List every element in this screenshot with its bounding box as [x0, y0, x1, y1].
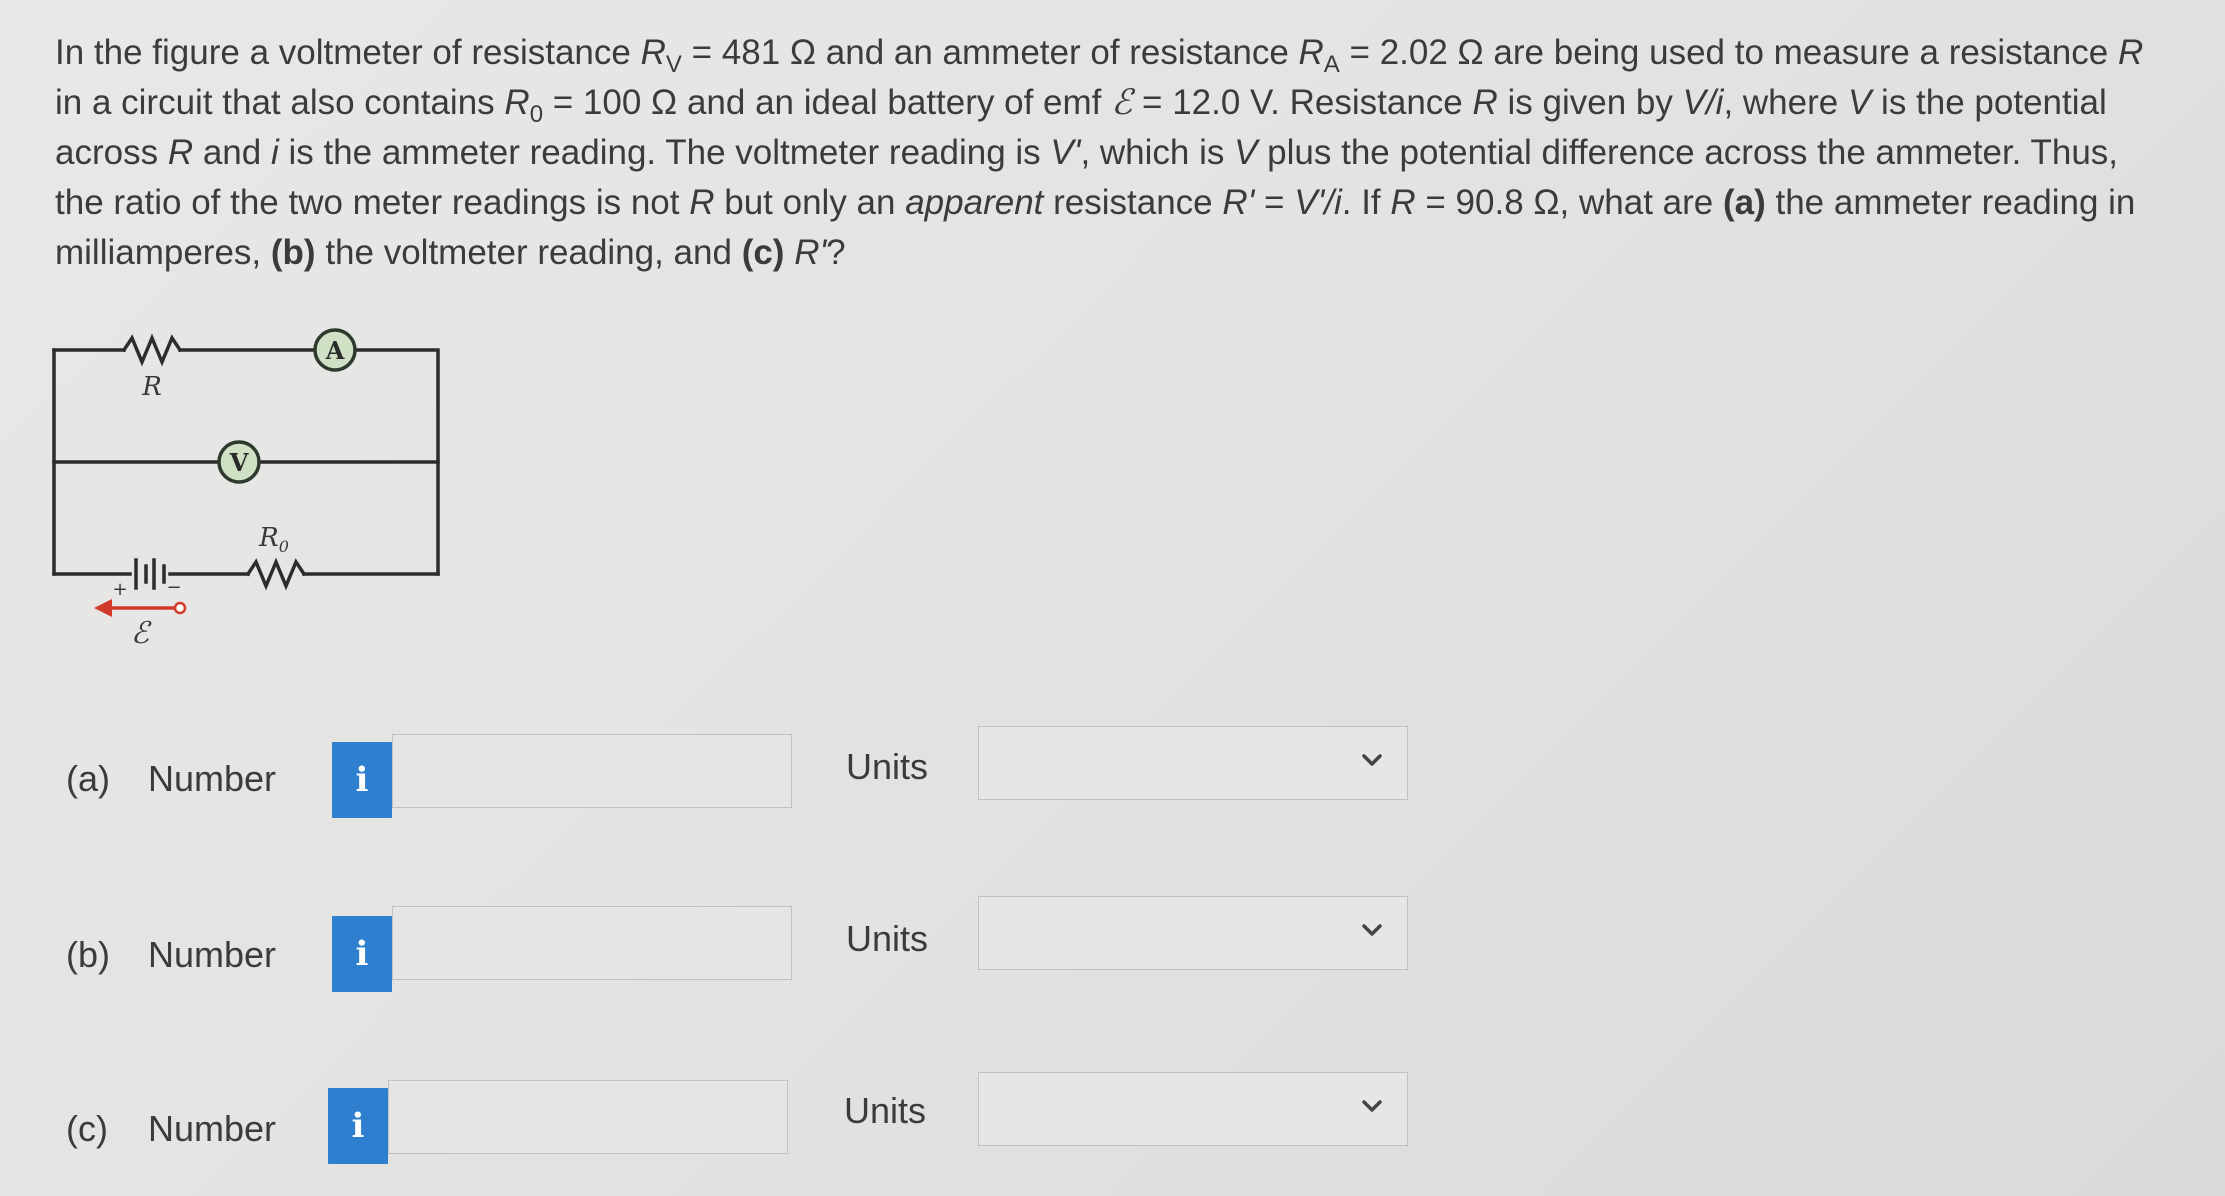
- chevron-down-icon: [1355, 1089, 1389, 1123]
- ammeter-label: A: [325, 336, 345, 365]
- resistor-r0-icon: [248, 562, 304, 586]
- battery-minus-label: −: [166, 577, 182, 598]
- battery-icon: [136, 560, 164, 588]
- units-label: Units: [846, 746, 929, 787]
- chevron-down-icon: [1355, 913, 1389, 947]
- number-input[interactable]: [392, 734, 792, 808]
- units-dropdown[interactable]: [978, 896, 1408, 970]
- chevron-down-icon: [1355, 743, 1389, 777]
- number-input[interactable]: [392, 906, 792, 980]
- info-icon[interactable]: i: [332, 742, 392, 818]
- part-label: (c): [66, 1108, 108, 1149]
- number-input[interactable]: [388, 1080, 788, 1154]
- resistor-r-label: R: [142, 372, 162, 402]
- emf-arrow-icon: [94, 599, 185, 617]
- part-label: (a): [66, 758, 110, 799]
- info-icon[interactable]: i: [332, 916, 392, 992]
- answer-row-a: [0, 730, 1500, 820]
- units-label: Units: [846, 918, 929, 959]
- answer-row-b: [0, 902, 1500, 992]
- circuit-diagram: [40, 310, 460, 660]
- units-label: Units: [844, 1090, 927, 1131]
- number-label: Number: [148, 1108, 277, 1149]
- part-label: (b): [66, 934, 110, 975]
- resistor-r0-label: $R_0$: [259, 523, 289, 556]
- resistor-r-icon: [124, 338, 180, 362]
- emf-label: ℰ: [130, 616, 150, 651]
- voltmeter-label: V: [229, 448, 249, 477]
- answer-row-c: [0, 1076, 1500, 1166]
- number-label: Number: [148, 758, 277, 799]
- battery-plus-label: +: [112, 579, 128, 600]
- info-icon[interactable]: i: [328, 1088, 388, 1164]
- units-dropdown[interactable]: [978, 726, 1408, 800]
- units-dropdown[interactable]: [978, 1072, 1408, 1146]
- number-label: Number: [148, 934, 277, 975]
- problem-statement: In the figure a voltmeter of resistance $R_V = 481$ Ω and an ammeter of resistance $R_A = 2.02$ Ω are being used to measure a resistance R in a circuit that also contains $R_0 = 100$ Ω and an ideal battery of emf ℰ = 12.0 V. Resistance R is given by V/i, where V is the potential across R and i is the ammeter reading. The voltmeter reading is V', which is V plus the potential difference across the ammeter. Thus, the ratio of the two meter readings is not R but only an apparent resistance R' = V'/i. If R = 90.8 Ω, what are (a) the ammeter reading in milliamperes, (b) the voltmeter reading, and (c) R'?: [55, 33, 2144, 272]
